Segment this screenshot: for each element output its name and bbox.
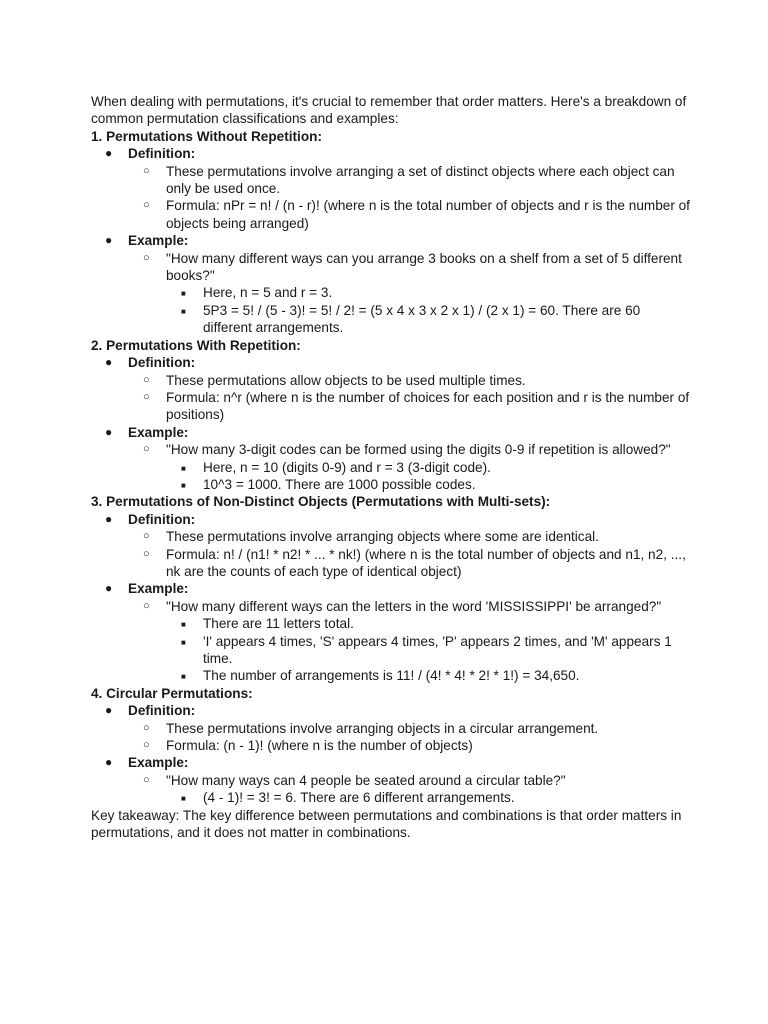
definition-label: Definition: <box>128 146 196 162</box>
definition-item <box>91 702 691 719</box>
definition-item <box>91 511 691 528</box>
section-1 <box>91 128 691 337</box>
definition-item <box>91 145 691 162</box>
definition-label: Definition: <box>128 355 196 371</box>
formula-text: ○ Formula: n^r (where n is the number of choices for each position and r is the number of positions) <box>143 389 690 423</box>
example-step: ■ There are 11 letters total. <box>91 615 691 632</box>
definition-text: ○ These permutations allow objects to be used multiple times. <box>143 372 526 388</box>
circle-bullet-icon: ○ <box>143 739 150 752</box>
circle-bullet-icon: ○ <box>143 530 150 543</box>
circle-bullet-icon: ○ <box>143 721 150 734</box>
example-item <box>91 424 691 441</box>
bullet-icon: ● <box>105 233 113 248</box>
definition-item <box>91 354 691 371</box>
example-item <box>91 232 691 249</box>
example-label: Example: <box>128 424 189 440</box>
example-step: ■ (4 - 1)! = 3! = 6. There are 6 different arrangements. <box>91 789 691 806</box>
definition-label: Definition: <box>128 703 196 719</box>
example-question: ○ "How many 3-digit codes can be formed using the digits 0-9 if repetition is allowed?" <box>143 442 671 458</box>
example-step: ■ 5P3 = 5! / (5 - 3)! = 5! / 2! = (5 x 4 x 3 x 2 x 1) / (2 x 1) = 60. There are 60 different arrangements. <box>181 302 641 336</box>
formula-text: ○ Formula: nPr = n! / (n - r)! (where n is the total number of objects and r is the number of objects being arranged) <box>143 198 690 231</box>
document-page <box>91 93 691 841</box>
circle-bullet-icon: ○ <box>143 599 150 612</box>
example-question: ○ "How many ways can 4 people be seated around a circular table?" <box>143 772 566 788</box>
key-takeaway: Key takeaway: The key difference between permutations and combinations is that order matters in permutations, and it does not matter in combinations. <box>91 807 682 841</box>
square-bullet-icon: ■ <box>181 620 186 630</box>
definition-text: ○ These permutations involve arranging a set of distinct objects where each object can only be used once. <box>143 163 675 197</box>
bullet-icon: ● <box>105 146 113 161</box>
definition-text: ○ These permutations involve arranging objects where some are identical. <box>143 529 599 545</box>
section-heading: 3. Permutations of Non-Distinct Objects (Permutations with Multi-sets): <box>91 494 551 510</box>
circle-bullet-icon: ○ <box>143 443 150 456</box>
circle-bullet-icon: ○ <box>143 251 150 264</box>
bullet-icon: ● <box>105 703 113 718</box>
section-3 <box>91 493 691 684</box>
bullet-icon: ● <box>105 581 113 596</box>
formula-text: ○ Formula: n! / (n1! * n2! * ... * nk!) (where n is the total number of objects and n1, n2, ..., nk are the counts of each type of identical object) <box>143 546 686 579</box>
example-step: ■ The number of arrangements is 11! / (4! * 4! * 2! * 1!) = 34,650. <box>91 667 691 684</box>
square-bullet-icon: ■ <box>181 637 186 647</box>
square-bullet-icon: ■ <box>181 289 186 299</box>
section-heading: 2. Permutations With Repetition: <box>91 337 301 353</box>
definition-label: Definition: <box>128 511 196 527</box>
section-heading: 4. Circular Permutations: <box>91 685 253 701</box>
section-4 <box>91 685 691 807</box>
circle-bullet-icon: ○ <box>143 390 150 403</box>
example-item <box>91 754 691 771</box>
intro-paragraph: When dealing with permutations, it's crucial to remember that order matters. Here's a breakdown of common permutation classifications and examples: <box>91 94 687 127</box>
bullet-icon: ● <box>105 511 113 526</box>
example-question: ○ "How many different ways can you arrange 3 books on a shelf from a set of 5 different books?" <box>143 250 682 284</box>
square-bullet-icon: ■ <box>181 672 186 682</box>
formula-text: ○ Formula: (n - 1)! (where n is the number of objects) <box>143 738 473 754</box>
section-2 <box>91 337 691 494</box>
bullet-icon: ● <box>105 424 113 439</box>
example-label: Example: <box>128 581 189 597</box>
definition-text: ○ These permutations involve arranging objects in a circular arrangement. <box>143 720 599 736</box>
square-bullet-icon: ■ <box>181 480 186 490</box>
circle-bullet-icon: ○ <box>143 773 150 786</box>
example-step: ■ 10^3 = 1000. There are 1000 possible codes. <box>91 476 691 493</box>
example-question: ○ "How many different ways can the letters in the word 'MISSISSIPPI' be arranged?" <box>143 598 662 614</box>
example-item <box>91 580 691 597</box>
bullet-icon: ● <box>105 755 113 770</box>
square-bullet-icon: ■ <box>181 794 186 804</box>
bullet-icon: ● <box>105 355 113 370</box>
example-step: ■ Here, n = 10 (digits 0-9) and r = 3 (3-digit code). <box>91 459 691 476</box>
example-label: Example: <box>128 755 189 771</box>
circle-bullet-icon: ○ <box>143 373 150 386</box>
circle-bullet-icon: ○ <box>143 547 150 560</box>
square-bullet-icon: ■ <box>181 463 186 473</box>
section-heading: 1. Permutations Without Repetition: <box>91 128 322 144</box>
example-step: ■ Here, n = 5 and r = 3. <box>91 284 691 301</box>
circle-bullet-icon: ○ <box>143 199 150 212</box>
circle-bullet-icon: ○ <box>143 164 150 177</box>
example-label: Example: <box>128 233 189 249</box>
square-bullet-icon: ■ <box>181 306 186 316</box>
example-step: ■ 'I' appears 4 times, 'S' appears 4 times, 'P' appears 2 times, and 'M' appears 1 time. <box>181 633 672 666</box>
